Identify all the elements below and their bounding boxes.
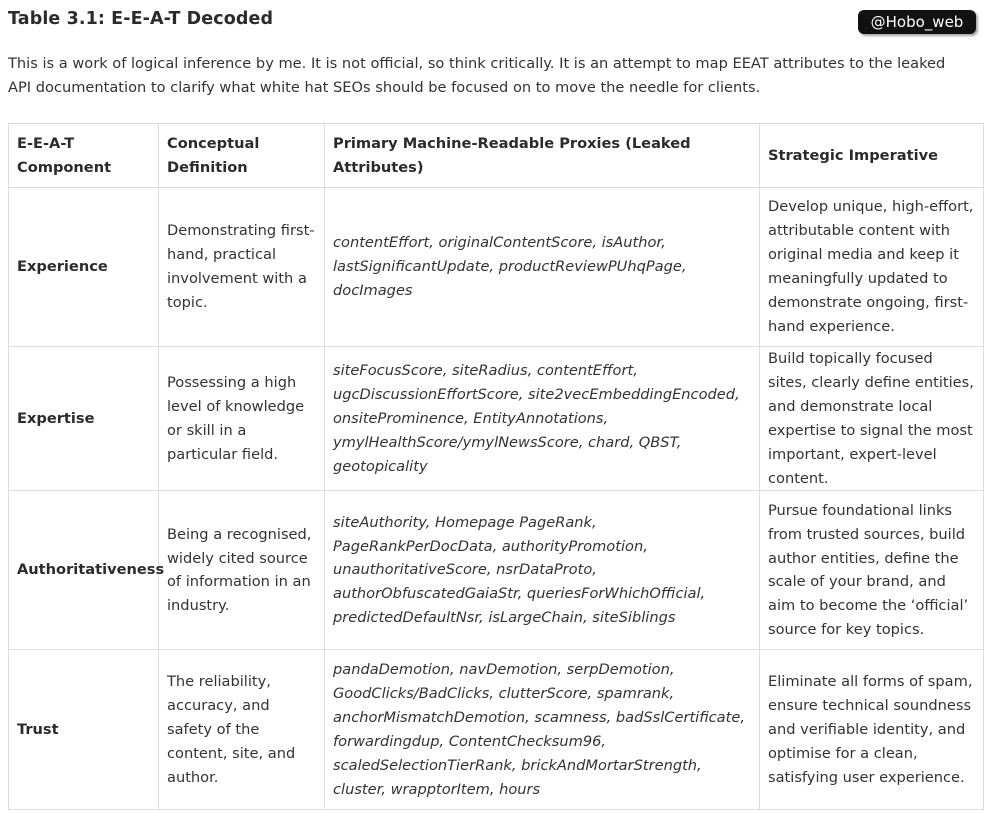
imperative-cell: Build topically focused sites, clearly define entities, and demonstrate local expertise to signal the most important, expert-level content. (760, 347, 984, 491)
proxies-cell: contentEffort, originalContentScore, isAuthor, lastSignificantUpdate, productReviewPUhqPage, docImages (325, 188, 760, 347)
header-imperative: Strategic Imperative (760, 124, 984, 188)
header-definition: Conceptual Definition (159, 124, 325, 188)
imperative-cell: Develop unique, high-effort, attributable content with original media and keep it meaningfully updated to demonstrate ongoing, first-hand experience. (760, 188, 984, 347)
proxies-cell: pandaDemotion, navDemotion, serpDemotion, GoodClicks/BadClicks, clutterScore, spamrank, anchorMismatchDemotion, scamness, badSslCertificate, forwardingdup, ContentChecksum96, scaledSelectionTierRank, brickAndMortarStrength, cluster, wrapptorItem, hours (325, 650, 760, 810)
header-proxies: Primary Machine-Readable Proxies (Leaked Attributes) (325, 124, 760, 188)
table-row (9, 491, 984, 650)
header-component: E-E-A-T Component (9, 124, 159, 188)
definition-cell: Demonstrating first-hand, practical involvement with a topic. (159, 188, 325, 347)
component-cell: Trust (9, 650, 159, 810)
table-row (9, 347, 984, 491)
definition-cell: Being a recognised, widely cited source of information in an industry. (159, 491, 325, 650)
definition-cell: The reliability, accuracy, and safety of the content, site, and author. (159, 650, 325, 810)
table-row (9, 188, 984, 347)
proxies-cell: siteAuthority, Homepage PageRank, PageRankPerDocData, authorityPromotion, unauthoritativeScore, nsrDataProto, authorObfuscatedGaiaStr, queriesForWhichOfficial, predictedDefaultNsr, isLargeChain, siteSiblings (325, 491, 760, 650)
table-header-row (9, 124, 984, 188)
table-row (9, 650, 984, 810)
table-title: Table 3.1: E-E-A-T Decoded (8, 9, 274, 29)
component-cell: Experience (9, 188, 159, 347)
intro-paragraph: This is a work of logical inference by me. It is not official, so think critically. It is an attempt to map EEAT attributes to the leaked API documentation to clarify what white hat SEOs should be focused on to move the needle for clients. (8, 55, 946, 96)
component-cell: Authoritativeness (9, 491, 159, 650)
imperative-cell: Pursue foundational links from trusted sources, build author entities, define the scale of your brand, and aim to become the ‘official’ source for key topics. (760, 491, 984, 650)
proxies-cell: siteFocusScore, siteRadius, contentEffort, ugcDiscussionEffortScore, site2vecEmbeddingEncoded, onsiteProminence, EntityAnnotations, ymylHealthScore/ymylNewsScore, chard, QBST, geotopicality (325, 347, 760, 491)
eeat-table (8, 123, 984, 810)
component-cell: Expertise (9, 347, 159, 491)
hobo-web-watermark: @Hobo_web (858, 10, 976, 34)
imperative-cell: Eliminate all forms of spam, ensure technical soundness and verifiable identity, and optimise for a clean, satisfying user experience. (760, 650, 984, 810)
definition-cell: Possessing a high level of knowledge or skill in a particular field. (159, 347, 325, 491)
